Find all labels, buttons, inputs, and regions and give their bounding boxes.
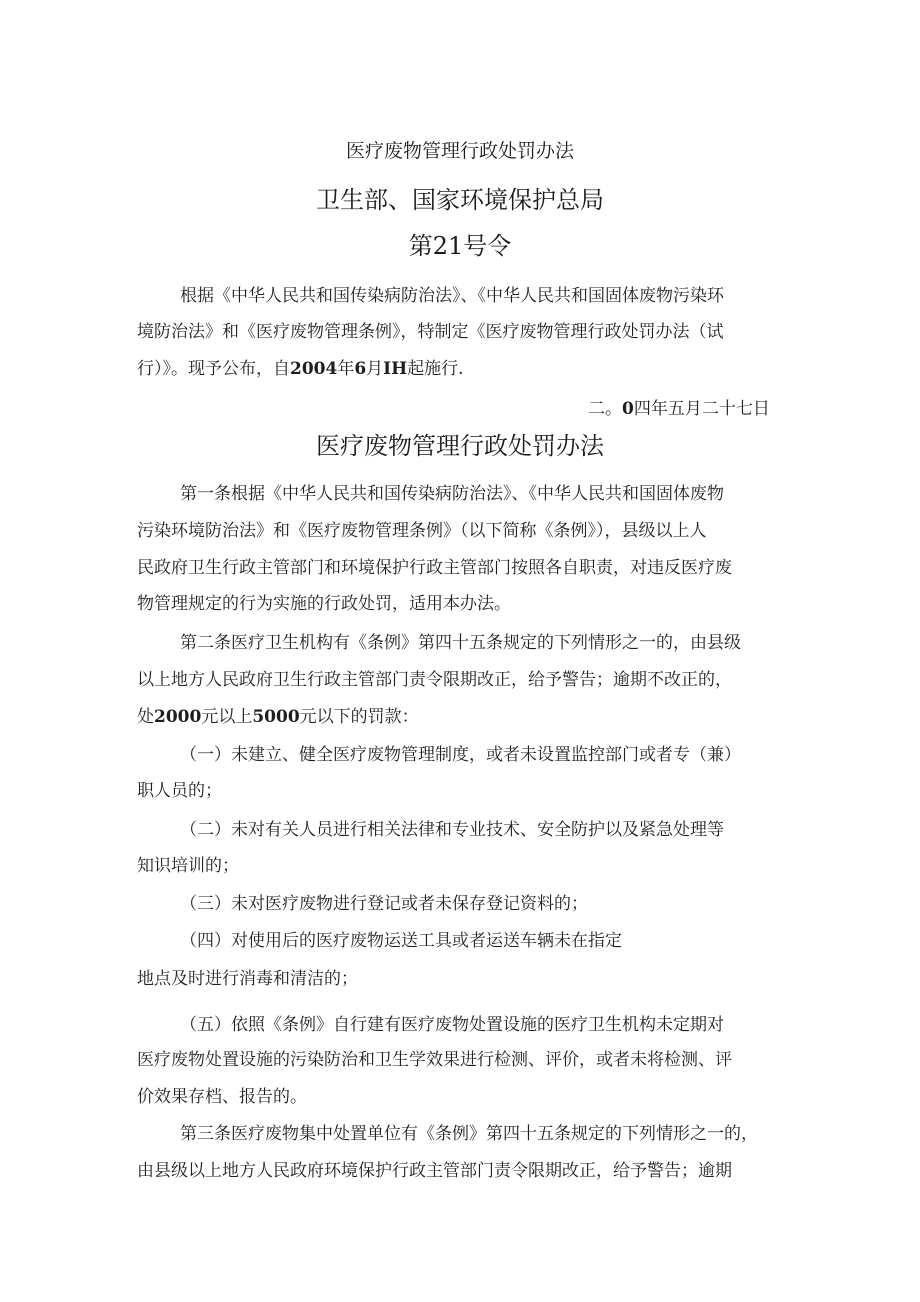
article-3-text: 医疗废物集中处置单位有《条例》第四十五条规定的下列情形之一的， (231, 1124, 758, 1144)
item-1-line-1: （一）未建立、健全医疗废物管理制度，或者未设置监控部门或者专（兼） (180, 745, 741, 765)
article-2-line-3 (137, 705, 419, 729)
effective-day: IH (383, 359, 408, 379)
article-1-line-3: 民政府卫生行政主管部门和环境保护行政主管部门按照各自职责，对违反医疗废 (137, 558, 732, 578)
article-1-line-2: 污染环境防治法》和《医疗废物管理条例》（以下简称《条例》），县级以上人 (137, 521, 707, 541)
fine-text-b: 元以上 (201, 707, 253, 727)
fine-text-a: 处 (137, 707, 154, 727)
item-2-line-1: （二）未对有关人员进行相关法律和专业技术、安全防护以及紧急处理等 (180, 820, 724, 840)
item-3-line-1: （三）未对医疗废物进行登记或者未保存登记资料的； (180, 894, 588, 914)
article-2-label: 第二条 (180, 633, 231, 653)
item-4-line-2: 地点及时进行消毒和清洁的； (137, 969, 358, 989)
item-5-line-3: 价效果存档、报告的。 (137, 1087, 307, 1107)
item-5-line-1: （五）依照《条例》自行建有医疗废物处置设施的医疗卫生机构未定期对 (180, 1015, 724, 1035)
fine-max: 5000 (252, 707, 300, 727)
article-1-line-1 (180, 482, 724, 506)
article-2-line-2: 以上地方人民政府卫生行政主管部门责令限期改正，给予警告；逾期不改正的， (137, 670, 732, 690)
effective-month: 6 (354, 359, 367, 379)
preamble-text-d: 起施行. (407, 359, 464, 379)
article-2-line-1 (180, 631, 741, 655)
article-1-label: 第一条 (180, 484, 231, 504)
item-4-line-1: （四）对使用后的医疗废物运送工具或者运送车辆未在指定 (180, 931, 622, 951)
issue-date (588, 397, 770, 421)
fine-min: 2000 (154, 707, 202, 727)
fine-text-c: 元以下的罚款： (299, 707, 419, 727)
body-title: 医疗废物管理行政处罚办法 (316, 432, 604, 460)
article-3-line-1 (180, 1122, 758, 1146)
issuer-heading: 卫生部、国家环境保护总局 (316, 186, 604, 214)
article-1-text: 根据《中华人民共和国传染病防治法》、《中华人民共和国固体废物 (231, 484, 724, 504)
preamble-text-b: 年 (337, 359, 355, 379)
preamble-line-3 (137, 357, 464, 381)
item-1-line-2: 职人员的； (137, 781, 222, 801)
document-title: 医疗废物管理行政处罚办法 (345, 140, 574, 162)
article-1-line-4: 物管理规定的行为实施的行政处罚，适用本办法。 (137, 594, 511, 614)
date-part-b: 0 (622, 399, 634, 419)
item-2-line-2: 知识培训的； (137, 856, 239, 876)
preamble-line-1: 根据《中华人民共和国传染病防治法》、《中华人民共和国固体废物污染环 (180, 286, 724, 306)
preamble-text-a: 行）》。现予公布，自 (137, 359, 290, 379)
preamble-text-c: 月 (366, 359, 384, 379)
preamble-line-2: 境防治法》和《医疗废物管理条例》，特制定《医疗废物管理行政处罚办法（试 (137, 322, 724, 342)
order-number: 第21号令 (408, 232, 512, 260)
date-part-a: 二。 (588, 399, 622, 419)
article-3-line-2: 由县级以上地方人民政府环境保护行政主管部门责令限期改正，给予警告；逾期 (137, 1161, 732, 1181)
date-part-c: 四年五月二十七日 (633, 399, 770, 419)
effective-year: 2004 (290, 359, 338, 379)
article-2-text: 医疗卫生机构有《条例》第四十五条规定的下列情形之一的，由县级 (231, 633, 741, 653)
item-5-line-2: 医疗废物处置设施的污染防治和卫生学效果进行检测、评价，或者未将检测、评 (137, 1050, 732, 1070)
article-3-label: 第三条 (180, 1124, 231, 1144)
